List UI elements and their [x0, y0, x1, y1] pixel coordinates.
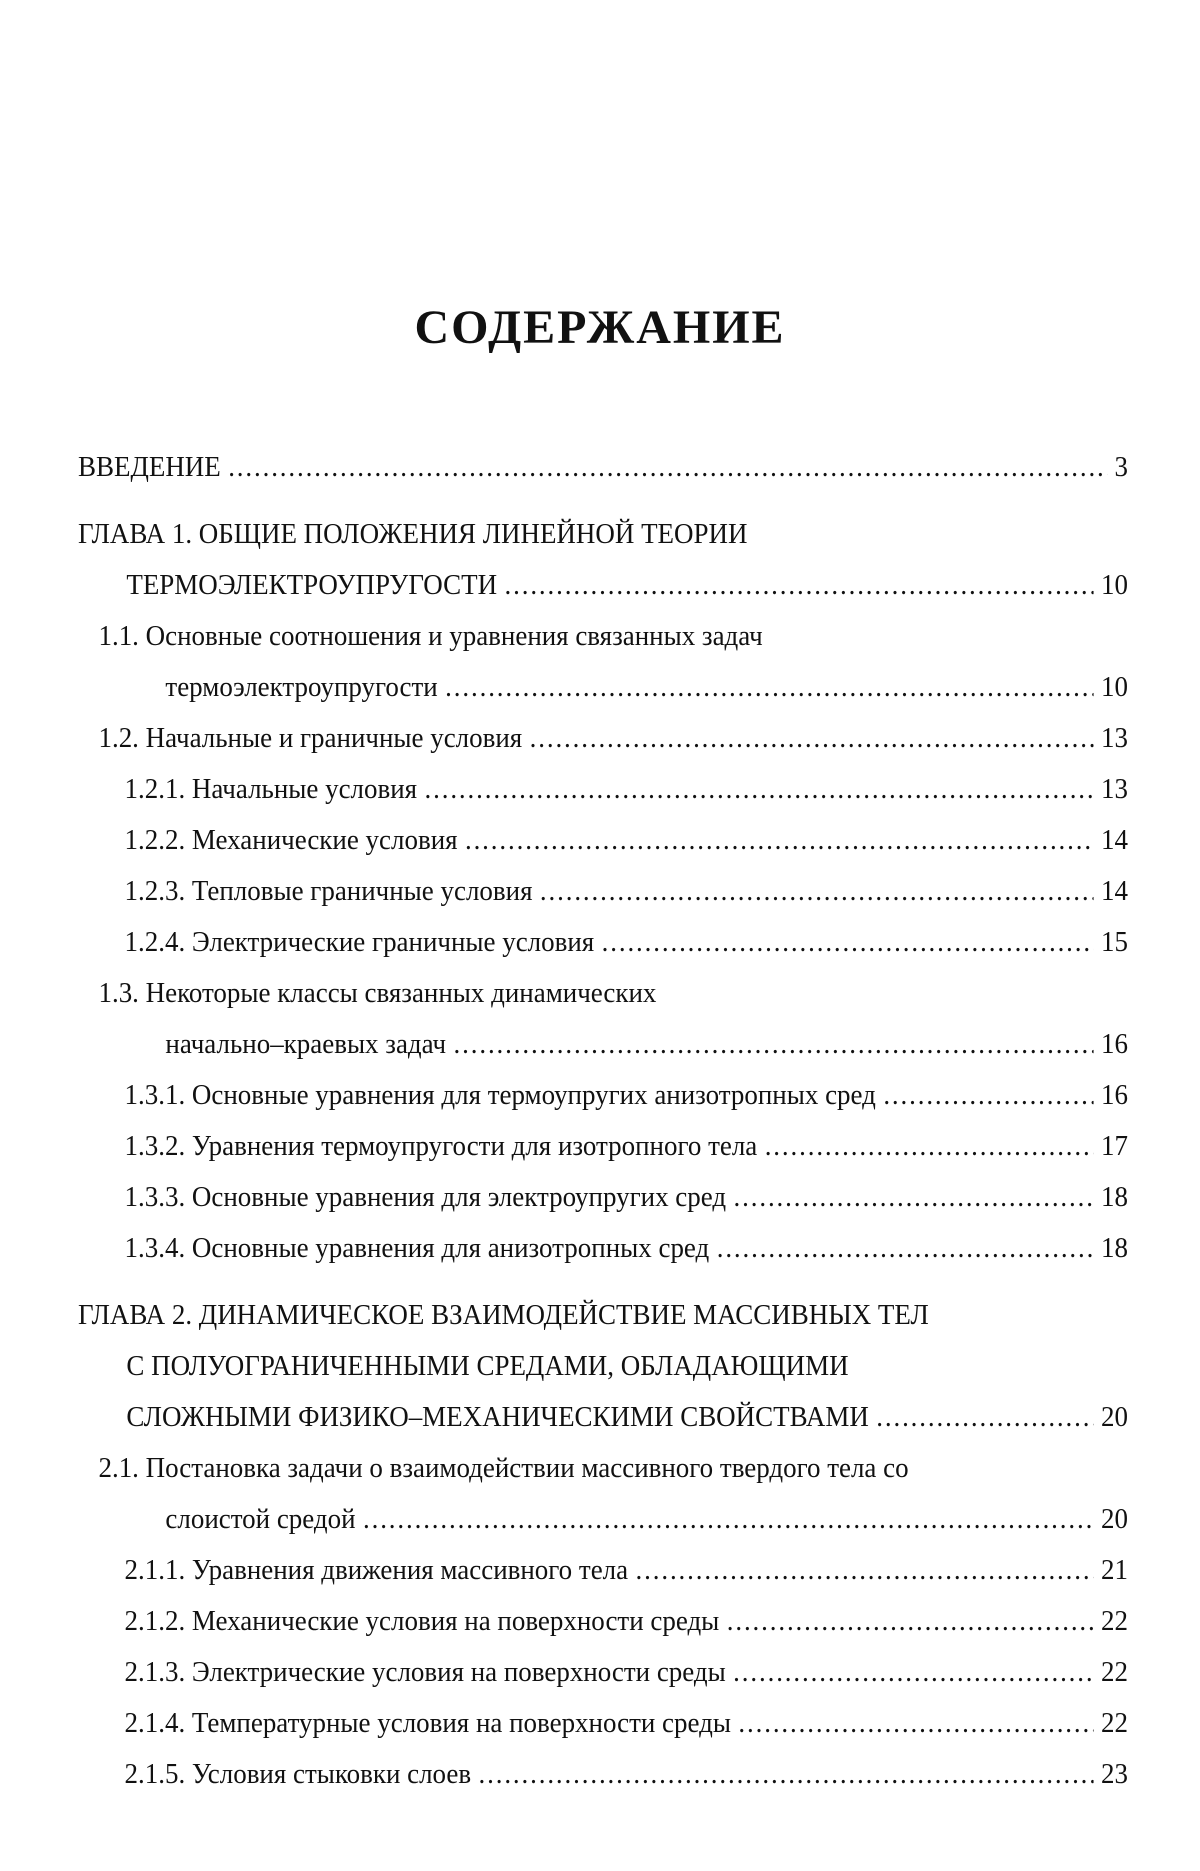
toc-entry-title: 1.2.3. Тепловые граничные условия [124, 875, 533, 907]
toc-entry-title: 2.1. Постановка задачи о взаимодействии массивного твердого тела со [98, 1452, 909, 1484]
toc-entry[interactable] [78, 1545, 1128, 1596]
toc-page-number: 13 [1101, 722, 1128, 754]
dot-leader [602, 917, 1094, 968]
toc-entry[interactable] [78, 1698, 1128, 1749]
toc-page-number: 18 [1101, 1232, 1128, 1264]
toc-page-number: 22 [1101, 1605, 1128, 1637]
toc-page-number: 17 [1101, 1130, 1128, 1162]
toc-entry[interactable] [78, 1647, 1128, 1698]
toc-entry-title: 1.2. Начальные и граничные условия [98, 722, 523, 754]
toc-entry-title: начально–краевых задач [165, 1028, 447, 1060]
toc-entry[interactable] [78, 1749, 1128, 1800]
dot-leader [425, 764, 1094, 815]
toc-entry-title: 1.3.2. Уравнения термоупругости для изотропного тела [124, 1130, 758, 1162]
toc-entry[interactable] [78, 968, 1128, 1070]
toc-entry-title: 1.3.4. Основные уравнения для анизотропных сред [124, 1232, 710, 1264]
toc-entry-title: 1.2.2. Механические условия [124, 824, 458, 856]
toc-entry-title: ГЛАВА 1. ОБЩИЕ ПОЛОЖЕНИЯ ЛИНЕЙНОЙ ТЕОРИИ [78, 518, 748, 550]
toc-entry-title: 1.3.1. Основные уравнения для термоупругих анизотропных сред [124, 1079, 876, 1111]
toc-entry-title: 2.1.5. Условия стыковки слоев [124, 1758, 472, 1790]
toc-entry-title: 1.1. Основные соотношения и уравнения связанных задач [98, 620, 763, 652]
toc-entry-title: ВВЕДЕНИЕ [78, 451, 221, 483]
dot-leader [765, 1121, 1094, 1172]
toc-entry-title: 2.1.2. Механические условия на поверхности среды [124, 1605, 720, 1637]
toc-entry[interactable] [78, 611, 1128, 713]
toc-page-number: 16 [1101, 1028, 1128, 1060]
toc-entry-title: 2.1.1. Уравнения движения массивного тела [124, 1554, 629, 1586]
toc-page-number: 14 [1101, 875, 1128, 907]
dot-leader [465, 815, 1094, 866]
toc-page-number: 15 [1101, 926, 1128, 958]
toc-page-number: 20 [1101, 1401, 1128, 1433]
dot-leader [734, 1172, 1094, 1223]
dot-leader [717, 1223, 1094, 1274]
toc-entry-title: ТЕРМОЭЛЕКТРОУПРУГОСТИ [126, 569, 498, 601]
dot-leader [738, 1698, 1093, 1749]
toc-entry[interactable] [78, 509, 1128, 611]
toc-entry[interactable] [78, 1596, 1128, 1647]
toc-entry[interactable] [78, 1290, 1128, 1443]
toc-page-number: 10 [1101, 671, 1128, 703]
dot-leader [727, 1596, 1094, 1647]
toc-entry[interactable] [78, 713, 1128, 764]
toc-entry-title: ГЛАВА 2. ДИНАМИЧЕСКОЕ ВЗАИМОДЕЙСТВИЕ МАССИВНЫХ ТЕЛ [78, 1299, 929, 1331]
dot-leader [454, 1019, 1094, 1070]
toc-entry[interactable] [78, 1223, 1128, 1274]
toc-entry[interactable] [78, 1070, 1128, 1121]
toc-entry-title: 1.2.1. Начальные условия [124, 773, 418, 805]
toc-entry-title: 2.1.4. Температурные условия на поверхности среды [124, 1707, 731, 1739]
toc-entry-title: 1.3.3. Основные уравнения для электроупругих сред [124, 1181, 727, 1213]
toc-entry[interactable] [78, 1443, 1128, 1545]
toc-entry-title: 1.2.4. Электрические граничные условия [124, 926, 595, 958]
toc-entry[interactable] [78, 442, 1128, 493]
table-of-contents [78, 442, 1128, 1800]
toc-entry-title: термоэлектроупругости [165, 671, 438, 703]
toc-page-number: 13 [1101, 773, 1128, 805]
dot-leader [479, 1749, 1094, 1800]
toc-entry-title: СЛОЖНЫМИ ФИЗИКО–МЕХАНИЧЕСКИМИ СВОЙСТВАМИ [126, 1401, 869, 1433]
toc-page-number: 20 [1101, 1503, 1128, 1535]
toc-entry[interactable] [78, 815, 1128, 866]
toc-entry[interactable] [78, 764, 1128, 815]
dot-leader [636, 1545, 1094, 1596]
toc-entry-title: 2.1.3. Электрические условия на поверхности среды [124, 1656, 726, 1688]
page-title: СОДЕРЖАНИЕ [414, 301, 786, 354]
dot-leader [445, 662, 1093, 713]
toc-entry[interactable] [78, 1172, 1128, 1223]
toc-page-number: 3 [1114, 451, 1128, 483]
toc-page-number: 22 [1101, 1707, 1128, 1739]
toc-page-number: 22 [1101, 1656, 1128, 1688]
toc-page-number: 23 [1101, 1758, 1128, 1790]
dot-leader [505, 560, 1094, 611]
toc-page-number: 16 [1101, 1079, 1128, 1111]
toc-page-number: 18 [1101, 1181, 1128, 1213]
toc-entry[interactable] [78, 917, 1128, 968]
dot-leader [733, 1647, 1093, 1698]
toc-page-number: 21 [1101, 1554, 1128, 1586]
toc-entry[interactable] [78, 866, 1128, 917]
toc-page-number: 10 [1101, 569, 1128, 601]
dot-leader [876, 1392, 1093, 1443]
dot-leader [540, 866, 1094, 917]
toc-entry[interactable] [78, 1121, 1128, 1172]
toc-entry-title: С ПОЛУОГРАНИЧЕННЫМИ СРЕДАМИ, ОБЛАДАЮЩИМИ [126, 1350, 849, 1382]
dot-leader [228, 442, 1107, 493]
toc-entry-title: слоистой средой [165, 1503, 356, 1535]
toc-page-number: 14 [1101, 824, 1128, 856]
dot-leader [530, 713, 1094, 764]
dot-leader [363, 1494, 1094, 1545]
dot-leader [883, 1070, 1093, 1121]
toc-entry-title: 1.3. Некоторые классы связанных динамических [98, 977, 657, 1009]
